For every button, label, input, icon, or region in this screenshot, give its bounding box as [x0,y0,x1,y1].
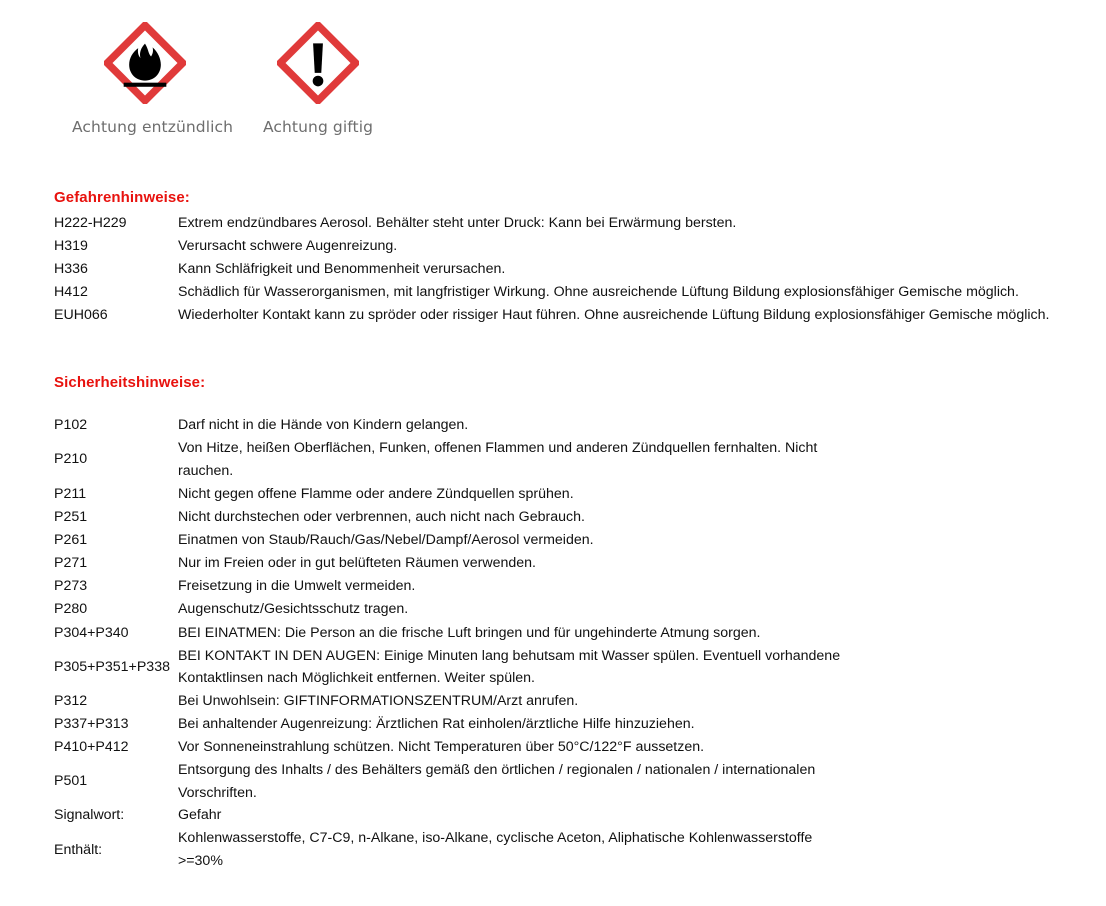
precaution-code: P410+P412 [54,739,129,756]
pictogram-caption: Achtung giftig [262,118,374,136]
precaution-text: Freisetzung in die Umwelt vermeiden. [177,578,416,595]
contains-value: Kohlenwasserstoffe, C7-C9, n-Alkane, iso-Alkane, cyclische Aceton, Aliphatische Kohlenwasserstoffe >=30% [177,830,813,869]
pictogram-strip [0,22,1106,152]
precaution-code: P312 [54,692,88,709]
table-row [54,212,1074,235]
pictogram-toxic [248,22,388,136]
table-row [54,529,854,552]
precaution-code: P211 [54,485,87,502]
precaution-code: P261 [54,531,88,548]
hazard-statements-table [54,212,1074,327]
hazard-statements-heading: Gefahrenhinweise: [54,189,190,206]
hazard-code: H222-H229 [54,215,127,232]
precaution-text: Augenschutz/Gesichtsschutz tragen. [177,601,409,618]
precaution-text: Von Hitze, heißen Oberflächen, Funken, offenen Flammen und anderen Zündquellen fernhalten. Nicht rauchen. [177,440,818,479]
table-row [54,759,854,804]
hazard-text: Wiederholter Kontakt kann zu spröder oder rissiger Haut führen. Ohne ausreichende Lüftung Bildung explosionsfähiger Gemische möglich. [178,307,1050,324]
table-row [54,437,854,482]
hazard-code: H412 [54,284,88,301]
precaution-text: Einatmen von Staub/Rauch/Gas/Nebel/Dampf/Aerosol vermeiden. [177,531,594,548]
precaution-text: Nicht durchstechen oder verbrennen, auch nicht nach Gebrauch. [177,508,585,525]
table-row [54,505,854,528]
precaution-code: P273 [54,578,88,595]
table-row [54,258,1074,281]
precaution-code: P251 [54,508,88,525]
precaution-code: P501 [54,773,88,790]
table-row [54,645,854,690]
table-row [54,827,854,872]
precaution-text: Entsorgung des Inhalts / des Behälters gemäß den örtlichen / regionalen / nationalen / internationalen Vorschriften. [177,762,816,801]
table-row [54,281,1074,304]
hazard-code: H319 [54,238,88,255]
contains-label: Enthält: [54,841,103,858]
table-row [54,482,854,505]
precaution-text: Nur im Freien oder in gut belüfteten Räumen verwenden. [177,555,537,572]
table-row [54,713,854,736]
table-row [54,598,854,621]
table-row [54,304,1074,327]
hazard-code: EUH066 [54,307,108,324]
table-row [54,736,854,759]
ghs-exclamation-icon [277,22,359,104]
table-row [54,804,854,827]
precaution-text: BEI EINATMEN: Die Person an die frische Luft bringen und für ungehinderte Atmung sorgen. [177,624,761,641]
precaution-code: P280 [54,601,88,618]
precautionary-statements-table [54,414,854,872]
hazard-code: H336 [54,261,88,278]
precaution-text: Bei Unwohlsein: GIFTINFORMATIONSZENTRUM/Arzt anrufen. [177,692,579,709]
precaution-text: Nicht gegen offene Flamme oder andere Zündquellen sprühen. [177,485,574,502]
hazard-text: Verursacht schwere Augenreizung. [178,238,398,255]
table-row [54,552,854,575]
signal-word-value: Gefahr [177,807,222,824]
precaution-code: P271 [54,555,88,572]
table-row [54,414,854,437]
table-row [54,575,854,598]
precaution-code: P102 [54,417,88,434]
signal-word-label: Signalwort: [54,807,125,824]
hazard-text: Kann Schläfrigkeit und Benommenheit verursachen. [178,261,506,278]
precaution-code: P337+P313 [54,716,129,733]
ghs-flame-icon [104,22,186,104]
hazard-text: Extrem endzündbares Aerosol. Behälter steht unter Druck: Kann bei Erwärmung bersten. [178,215,737,232]
pictogram-caption: Achtung entzündlich [72,118,234,136]
precaution-code: P210 [54,451,88,468]
table-row [54,235,1074,258]
precautionary-statements-heading: Sicherheitshinweise: [54,374,206,391]
table-row [54,621,854,644]
precaution-code: P304+P340 [54,624,129,641]
precaution-text: BEI KONTAKT IN DEN AUGEN: Einige Minuten lang behutsam mit Wasser spülen. Eventuell vorhandene Kontaktlinsen nach Möglichkeit entfernen. Weiter spülen. [177,647,841,686]
hazard-text: Schädlich für Wasserorganismen, mit langfristiger Wirkung. Ohne ausreichende Lüftung Bildung explosionsfähiger Gemische möglich. [178,284,1019,301]
precaution-text: Darf nicht in die Hände von Kindern gelangen. [177,417,469,434]
precaution-text: Bei anhaltender Augenreizung: Ärztlichen Rat einholen/ärztliche Hilfe hinzuziehen. [177,716,695,733]
table-row [54,690,854,713]
precaution-text: Vor Sonneneinstrahlung schützen. Nicht Temperaturen über 50°C/122°F aussetzen. [177,739,705,756]
precaution-code: P305+P351+P338 [54,658,170,675]
pictogram-flammable [72,22,234,136]
